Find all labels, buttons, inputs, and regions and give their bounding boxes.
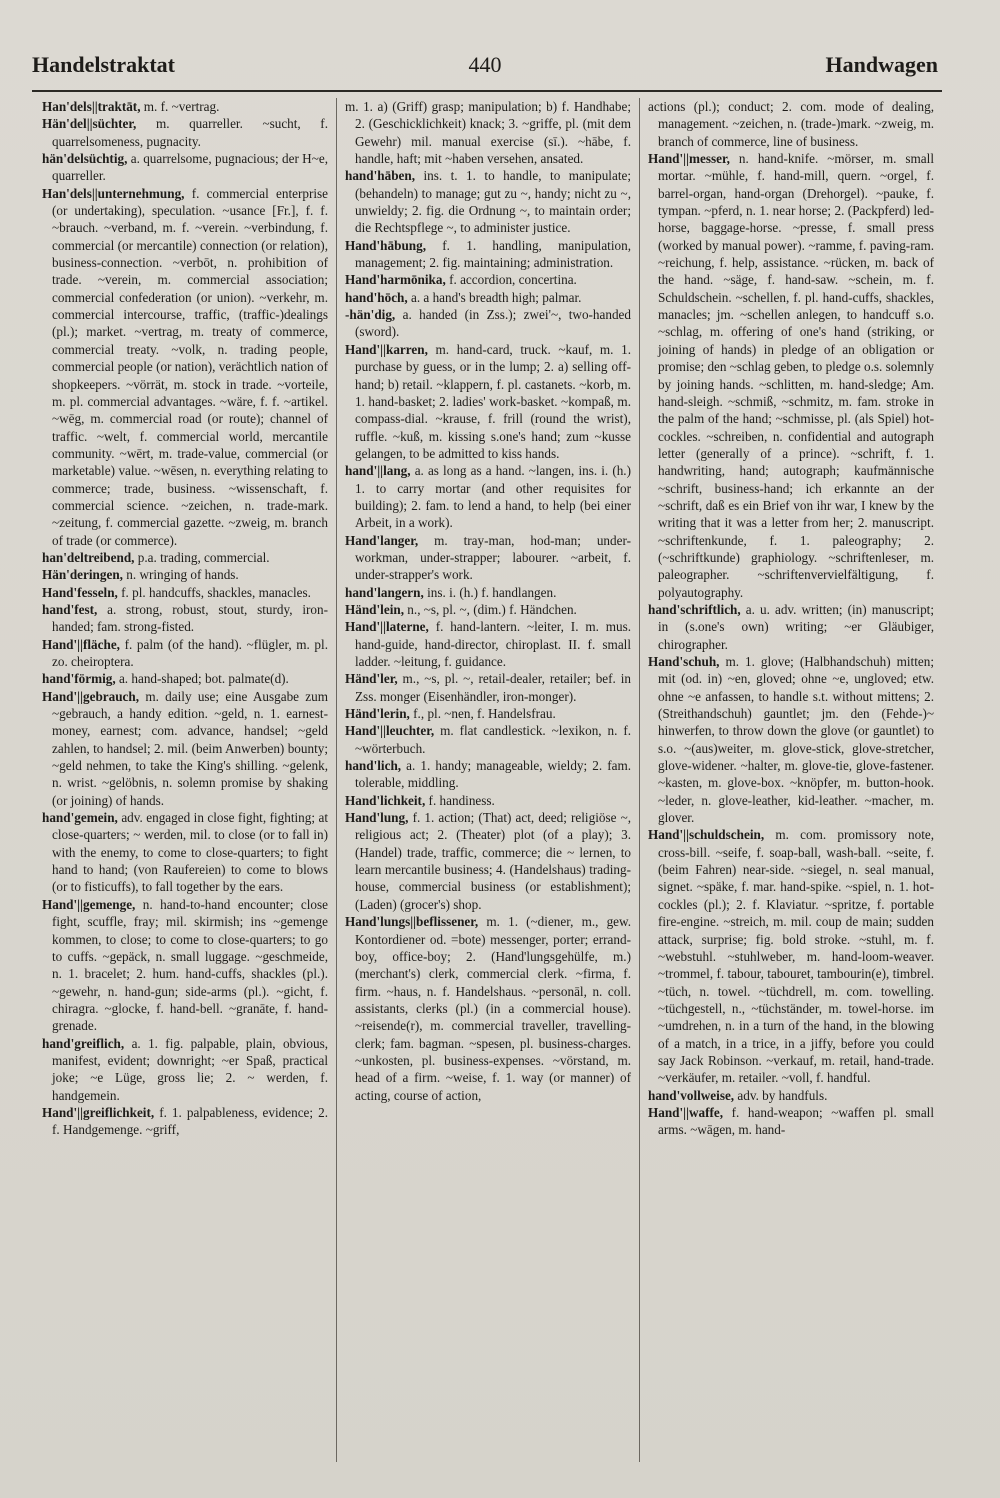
dictionary-entry [345, 289, 631, 306]
dictionary-entry [648, 653, 934, 826]
entry-headword: hand'hāben, [345, 168, 416, 184]
dictionary-entry [345, 913, 631, 1104]
entry-definition: m. hand-card, truck. ~kauf, m. 1. purchase by guess, or in the lump; 2. a) selling off-hand; b) retail. ~klappern, f. pl. castanets. ~korb, m. 1. hand-basket; 2. ladies' work-basket. ~kompaß, m. compass-dial. ~krause, f. frill (round the wrist), ruffle. ~kuß, m. kissing s.one's hand; zum ~kusse gelangen, to be admitted to kiss hands. [355, 341, 631, 461]
entry-headword: Hand'||karren, [345, 341, 428, 357]
entry-headword: Hand'||greiflichkeit, [42, 1104, 155, 1120]
dictionary-entry [345, 271, 631, 288]
entry-definition: a. 1. handy; manageable, wieldy; 2. fam. tolerable, middling. [355, 758, 632, 791]
dictionary-entry [345, 601, 631, 618]
entry-definition: a. hand-shaped; bot. palmate(d). [118, 671, 289, 687]
entry-definition: n. hand-to-hand encounter; close fight, scuffle, fray; mil. skirmish; ins ~gemenge kommen, to close; to come to close-quarters; to go to cuffs. ~gepäck, n. small luggage. ~geschmeide, n. 1. bracelet; 2. hum. hand-cuffs, shackles (pl.). ~gewehr, n. hand-gun; side-arms (pl.). ~gicht, f. chiragra. ~glocke, f. hand-bell. ~granāte, f. hand-grenade. [52, 896, 328, 1034]
dictionary-entry [648, 1104, 934, 1139]
entry-headword: Hand'hābung, [345, 237, 427, 253]
entry-definition: a. u. adv. written; (in) manuscript; in (s.one's own) writing; ~er Gläubiger, chirographer. [658, 601, 934, 652]
dictionary-entry [42, 1104, 328, 1139]
dictionary-entry [42, 809, 328, 896]
entry-headword: Han'dels||unternehmung, [42, 185, 185, 201]
entry-headword: Hand'lichkeit, [345, 792, 426, 808]
dictionary-entry [42, 584, 328, 601]
entry-headword: Hand'||laterne, [345, 619, 429, 635]
dictionary-entry [345, 618, 631, 670]
entry-definition: n. wringing of hands. [126, 567, 239, 583]
dictionary-entry [42, 115, 328, 150]
entry-headword: hand'schriftlich, [648, 601, 741, 617]
dictionary-entry [345, 167, 631, 236]
dictionary-entry [345, 757, 631, 792]
entry-definition: n. hand-knife. ~mörser, m. small mortar. ~mühle, f. hand-mill, quern. ~orgel, f. barrel-organ, hand-organ (Drehorgel). ~pauke, f. tympan. ~pferd, n. 1. near horse; 2. (Packpferd) led-horse, baggage-horse. ~presse, f. small press (worked by manual power). ~ramme, f. paving-ram. ~reichung, f. help, assistance. ~rücken, m. back of the hand. ~säge, f. hand-saw. ~schein, m. f. Schuldschein. ~schellen, f. pl. hand-cuffs, shackles, manacles; jm. ~schellen anlegen, to handcuff s.o. ~schlag, m. offering of one's hand (striking, or joining of hands) in pledge of an obligation or promise; den ~schlag geben, to pledge o.s. solemnly by joining hands. ~schlitten, m. hand-sledge; Am. hand-sleigh. ~schmiß, ~schmitz, m. fam. stroke in the palm of the hand; ~schmisse, pl. (als Spiel) hot-cockles. ~schreiben, n. confidential and autograph letter (generally of a prince). ~schrift, f. 1. handwriting, hand; autograph; kaufmännische ~schrift, business-hand; ich erkannte an der ~schrift, daß es ein Brief von ihr war, I knew by the writing that it was a letter from her; 2. manuscript. ~schriftenkunde, f. 1. paleography; 2. (~schriftkunde) graphiology. ~schriftenleser, m. paleographer. ~schriftenvervielfältigung, f. polyautography. [658, 151, 934, 600]
dictionary-entry [42, 549, 328, 566]
dictionary-entry [42, 566, 328, 583]
entry-headword: hand'fest, [42, 601, 98, 617]
entry-headword: Hän'del||süchter, [42, 116, 137, 132]
dictionary-entry [648, 826, 934, 1086]
column-1 [34, 98, 336, 1462]
dictionary-entry [42, 185, 328, 549]
entry-definition: p.a. trading, commercial. [137, 549, 270, 565]
entry-definition: a. handed (in Zss.); zwei'~, two-handed (sword). [355, 307, 632, 340]
entry-headword: Hand'||gemenge, [42, 896, 136, 912]
dictionary-entry [42, 98, 328, 115]
entry-headword: Hand'||leuchter, [345, 723, 435, 739]
entry-headword: Händ'lein, [345, 601, 404, 617]
left-running-head: Handelstraktat [32, 52, 175, 77]
entry-headword: Han'dels||traktāt, [42, 99, 141, 114]
entry-definition: m., ~s, pl. ~, retail-dealer, retailer; bef. in Zss. monger (Eisenhändler, iron-monger). [355, 671, 631, 704]
header-rule [32, 90, 942, 92]
entry-headword: hand'lich, [345, 758, 402, 774]
dictionary-entry [345, 462, 631, 531]
entry-definition: f. accordion, concertina. [449, 272, 577, 288]
entry-definition: m. 1. glove; (Halbhandschuh) mitten; mit (od. in) ~en, gloved; ohne ~e, ungloved; etw. ohne ~e anfassen, to handle s.t. without mittens; 2. (Streithandschuh) gauntlet; jm. den (Fehde-)~ hinwerfen, to throw down the glove (or gauntlet) to s.o. ~(aus)weiter, m. glove-stick, glove-stretcher, glove-widener. ~halter, m. glove-tie, glove-fastener. ~kasten, m. glove-box. ~knöpfer, m. button-hook. ~leder, n. glove-leather, kid-leather. ~macher, m. glover. [658, 654, 934, 826]
dictionary-entry [345, 306, 631, 341]
entry-headword: Hand'||gebrauch, [42, 688, 140, 704]
dictionary-entry [42, 670, 328, 687]
entry-headword: hand'vollweise, [648, 1087, 735, 1103]
entry-definition: f. 1. action; (That) act, deed; religiöse ~, religious act; 2. (Theater) plot (of a play); 3. (Handel) trade, traffic, commerce; die ~ lernen, to learn mercantile business; 4. (Handelshaus) trading-house, commercial business (or establishment); (Laden) (grocer's) shop. [355, 810, 631, 912]
entry-definition: f. handiness. [428, 792, 495, 808]
page-number: 440 [468, 52, 502, 77]
entry-definition: ins. t. 1. to handle, to manipulate; (behandeln) to manage; gut zu ~, handy; nicht zu ~, unwieldy; 2. fig. die Ordnung ~, to maintain order; die Rechtspflege ~, to administer justice. [355, 168, 631, 236]
entry-definition: a. strong, robust, stout, sturdy, iron-handed; fam. strong-fisted. [52, 601, 329, 635]
entry-headword: Hand'||fläche, [42, 636, 120, 652]
entry-definition: f. hand-lantern. ~leiter, I. m. mus. hand-guide, hand-director, chiroplast. II. f. small ladder. ~leitung, f. guidance. [355, 619, 631, 669]
dictionary-entry [648, 150, 934, 601]
dictionary-entry [345, 670, 631, 705]
entry-definition: m. 1. a) (Griff) grasp; manipulation; b) f. Handhabe; 2. (Geschicklichkeit) knack; 3. ~griffe, pl. (mit dem Gewehr) mil. manual exercise (sī.). ~hābe, f. handle, haft; mit ~haben versehen, ansated. [345, 99, 631, 167]
dictionary-entry [42, 1035, 328, 1104]
entry-headword: hand'||lang, [345, 463, 411, 479]
entry-definition: m. quarreller. ~sucht, f. quarrelsomeness, pugnacity. [52, 116, 328, 149]
dictionary-entry [345, 532, 631, 584]
dictionary-entry [42, 636, 328, 671]
entry-definition: a. 1. fig. palpable, plain, obvious, manifest, evident; downright; ~er Spaß, practical joke; ~e Lüge, gross lie; 2. ~ werden, f. handgemein. [52, 1035, 328, 1103]
entry-headword: hand'langern, [345, 584, 424, 600]
dictionary-entry [345, 98, 631, 167]
entry-definition: n., ~s, pl. ~, (dim.) f. Händchen. [407, 601, 577, 617]
page-header [32, 52, 938, 88]
entry-headword: Hand'harmōnika, [345, 272, 446, 288]
entry-definition: ins. i. (h.) f. handlangen. [427, 584, 557, 600]
entry-headword: Hand'||waffe, [648, 1104, 724, 1120]
entry-definition: m. tray-man, hod-man; under-workman, under-strapper; labourer. ~arbeit, f. under-strapper's work. [355, 532, 631, 583]
entry-headword: hand'gemein, [42, 810, 118, 826]
entry-headword: Händ'ler, [345, 671, 398, 687]
entry-headword: Hän'deringen, [42, 567, 123, 583]
dictionary-entry [648, 601, 934, 653]
entry-headword: -hän'dig, [345, 307, 396, 323]
entry-headword: Hand'langer, [345, 532, 419, 548]
entry-definition: adv. engaged in close fight, fighting; at close-quarters; ~ werden, mil. to close (or to fall in) with the enemy, to come to close-quarters; to fight hand to hand; (von Raufereien) to come to blows (or to fisticuffs), to fall together by the ears. [52, 810, 328, 895]
entry-headword: han'deltreibend, [42, 549, 135, 565]
right-running-head: Handwagen [825, 52, 938, 77]
column-3 [639, 98, 942, 1462]
entry-definition: f. 1. handling, manipulation, management; 2. fig. maintaining; administration. [355, 237, 631, 271]
entry-definition: f. commercial enterprise (or undertaking), speculation. ~usance [Fr.], f. f. ~brauch. ~verband, m. f. ~verein. ~verbindung, f. commercial (or mercantile) connection (or relation), business-connection. ~verbōt, n. prohibition of trade. ~verein, m. commercial association; commercial confederation (or union). ~verkehr, m. commercial intercourse, traffic, (traffic-)dealings (pl.); market. ~vertrag, m. treaty of commerce, commercial treaty. ~volk, n. trading people, commercial people (or nation), verächtlich nation of shopkeepers. ~vörrät, m. stock in trade. ~vorteile, m. pl. commercial advantages. ~wäre, f. f. ~artikel. ~wēg, m. commercial road (or route); channel of traffic. ~welt, f. commercial world, mercantile community. ~wērt, m. trade-value, commercial (or marketable) value. ~wēsen, n. everything relating to commerce; trade, business. ~wissenschaft, f. commercial science. ~zeichen, n. trade-mark. ~zeitung, f. commercial gazette. ~zweig, m. branch of trade (or commerce). [52, 185, 329, 548]
entry-definition: a. quarrelsome, pugnacious; der H~e, quarreller. [52, 151, 328, 184]
dictionary-entry [42, 896, 328, 1035]
entry-definition: adv. by handfuls. [737, 1087, 828, 1103]
entry-definition: m. flat candlestick. ~lexikon, n. f. ~wörterbuch. [355, 723, 632, 756]
dictionary-entry [345, 237, 631, 272]
entry-definition: m. com. promissory note, cross-bill. ~seife, f. soap-ball, wash-ball. ~seite, f. (beim Fahren) near-side. ~siegel, n. seal manual, signet. ~späke, f. mar. hand-spike. ~spiel, n. 1. hot-cockles (pl.); 2. f. Klaviatur. ~spritze, f. portable fire-engine. ~streich, m. mil. coup de main; sudden attack, surprise; fig. bold stroke. ~stuhl, m. f. ~webstuhl. ~stuhlweber, m. hand-loom-weaver. ~trommel, f. tabour, tabouret, tambourin(e), timbrel. ~tüch, n. towel. ~tüchdrell, m. com. towelling. ~tüchgestell, n., ~tüchständer, m. towel-horse. im ~umdrehen, n. in a turn of the hand, in the blowing of a match, in a trice, in a jiffy, before you could say Jack Robinson. ~verkauf, m. retail, hand-trade. ~verkäufer, m. retailer. ~voll, f. handful. [658, 827, 935, 1086]
entry-headword: hän'delsüchtig, [42, 151, 128, 167]
entry-definition: a. a hand's breadth high; palmar. [410, 289, 582, 305]
entry-headword: hand'greiflich, [42, 1035, 125, 1051]
entry-definition: f. pl. handcuffs, shackles, manacles. [121, 584, 311, 600]
entry-definition: m. f. ~vertrag. [143, 99, 220, 114]
entry-headword: Hand'schuh, [648, 654, 720, 669]
entry-definition: m. 1. (~diener, m., gew. Kontordiener od. =bote) messenger, porter; errand-boy, office-boy; 2. (Hand'lungsgehülfe, m.) (merchant's) clerk, commercial clerk. ~firma, f. firm. ~haus, n. f. Handelshaus. ~personāl, n. coll. assistants, clerks (pl.) (in a commercial house). ~reisende(r), m. commercial traveller, travelling-clerk; fam. bagman. ~spesen, pl. business-charges. ~unkosten, pl. business-expenses. ~vörstand, m. head of a firm. ~weise, f. 1. way (or manner) of acting, course of action, [355, 914, 632, 1103]
entry-headword: Händ'lerin, [345, 706, 410, 722]
entry-headword: hand'förmig, [42, 671, 116, 687]
columns [34, 98, 942, 1462]
entry-definition: m. daily use; eine Ausgabe zum ~gebrauch, a handy edition. ~geld, n. 1. earnest-money, earnest; com. advance, handsel; ~geld zahlen, to handsel; 2. mil. (beim Anwerben) bounty; ~geld nehmen, to take the King's shilling. ~gelenk, n. wrist. ~gelöbnis, n. solemn promise by shaking (or joining) of hands. [52, 688, 329, 808]
entry-headword: Hand'||schuldschein, [648, 827, 765, 843]
dictionary-entry [345, 341, 631, 462]
dictionary-entry [648, 98, 934, 150]
dictionary-entry [42, 601, 328, 636]
dictionary-entry [648, 1087, 934, 1104]
dictionary-entry [345, 792, 631, 809]
entry-definition: actions (pl.); conduct; 2. com. mode of dealing, management. ~zeichen, n. (trade-)mark. ~zweig, m. branch of commerce, line of business. [648, 99, 934, 149]
entry-headword: Hand'lung, [345, 810, 409, 826]
entry-definition: a. as long as a hand. ~langen, ins. i. (h.) 1. to carry mortar (and other requisites for building); 2. fam. to lend a hand, to help (bei einer Arbeit, in a work). [355, 463, 631, 531]
dictionary-entry [42, 150, 328, 185]
dictionary-entry [42, 688, 328, 809]
column-2 [336, 98, 639, 1462]
entry-headword: Hand'fesseln, [42, 584, 118, 600]
dictionary-entry [345, 584, 631, 601]
entry-definition: f. hand-weapon; ~waffen pl. small arms. ~wāgen, m. hand- [658, 1104, 934, 1138]
entry-definition: f. 1. palpableness, evidence; 2. f. Handgemenge. ~griff, [52, 1104, 328, 1138]
dictionary-entry [345, 705, 631, 722]
entry-definition: f., pl. ~nen, f. Handelsfrau. [413, 706, 556, 722]
entry-definition: f. palm (of the hand). ~flügler, m. pl. zo. cheiroptera. [52, 636, 328, 669]
entry-headword: Hand'||messer, [648, 151, 730, 167]
entry-headword: Hand'lungs||beflissener, [345, 914, 479, 930]
dictionary-entry [345, 809, 631, 913]
entry-headword: hand'hōch, [345, 289, 408, 305]
dictionary-entry [345, 722, 631, 757]
